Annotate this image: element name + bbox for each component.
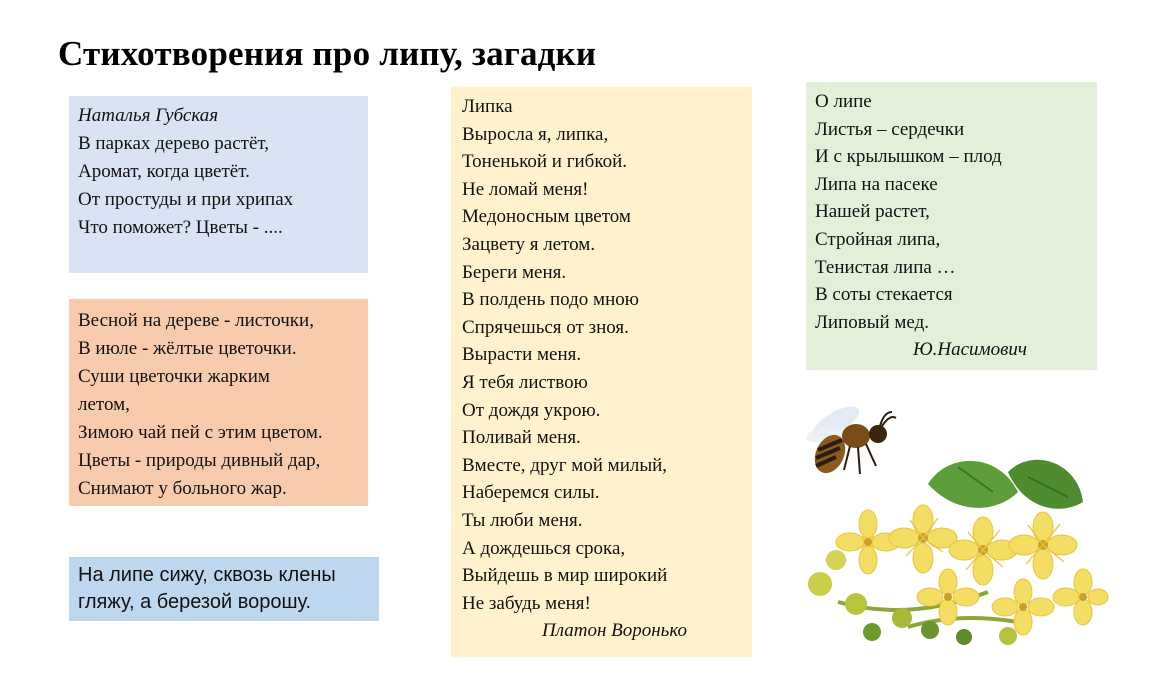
poem-line: От простуды и при хрипах [78, 189, 294, 210]
poem-line: Тоненькой и гибкой. [462, 151, 628, 173]
poem-line: А дождешься срока, [462, 537, 626, 559]
poem-title: Липка [462, 96, 513, 117]
riddle-line: Зимою чай пей с этим цветом. [78, 422, 323, 443]
poem-line: Наберемся силы. [462, 482, 600, 504]
riddle-line: Весной на дереве - листочки, [78, 310, 314, 331]
riddle-line: Суши цветочки жарким [78, 366, 270, 387]
riddle-card [69, 299, 368, 506]
poem-line: Липовый мед. [815, 311, 929, 333]
poem-line: Липа на пасеке [815, 173, 938, 195]
poem-line: Зацвету я летом. [462, 233, 596, 255]
poem-line: В парках дерево растёт, [78, 133, 270, 154]
poem-line: Вырасти меня. [462, 344, 582, 366]
poem-line: Тенистая липа … [815, 256, 956, 278]
poem-title: О липе [815, 91, 872, 112]
poem-line: И с крылышком – плод [815, 146, 1002, 168]
riddle-line: В июле - жёлтые цветочки. [78, 338, 297, 359]
riddle-line: На липе сижу, сквозь клены [78, 564, 336, 586]
poem-line: Не забудь меня! [462, 592, 591, 614]
poem-line: От дождя укрою. [462, 399, 601, 421]
poem-line: Спрячешься от зноя. [462, 316, 629, 338]
poem-line: Не ломай меня! [462, 178, 589, 200]
poem-line: Береги меня. [462, 261, 567, 283]
poem-card-olipe [806, 82, 1097, 370]
poem-line: В полдень подо мною [462, 289, 639, 311]
poem-line: Выросла я, липка, [462, 123, 609, 145]
poem-line: Я тебя листвою [462, 371, 588, 393]
poem-card-gubskaya [69, 96, 368, 273]
poem-card-lipka [451, 87, 752, 657]
poem-line: Аромат, когда цветёт. [78, 161, 250, 182]
linden-flowers-icon [808, 460, 1108, 645]
poem-line: Нашей растет, [815, 201, 930, 223]
riddle-line: Цветы - природы дивный дар, [78, 450, 321, 471]
page-title: Стихотворения про липу, загадки [58, 34, 597, 73]
poem-line: Ты люби меня. [462, 509, 583, 531]
poem-line: Медоносным цветом [462, 206, 631, 228]
poem-line: Поливай меня. [462, 427, 581, 449]
poem-line: В соты стекается [815, 284, 953, 306]
riddle-card-2 [69, 557, 379, 621]
poem-line: Стройная липа, [815, 228, 941, 250]
poem-line: Вместе, друг мой милый, [462, 454, 668, 476]
poem-line: Что поможет? Цветы - .... [78, 217, 283, 238]
linden-illustration [798, 392, 1110, 654]
poem-author: Платон Воронько [542, 620, 687, 642]
riddle-line: Снимают у больного жар. [78, 478, 287, 499]
bee-icon [805, 400, 896, 478]
poem-author: Ю.Насимович [913, 339, 1027, 361]
riddle-line: гляжу, а березой ворошу. [78, 591, 312, 613]
poem-line: Листья – сердечки [815, 118, 965, 140]
poem-line: Выйдешь в мир широкий [462, 565, 668, 587]
riddle-line: летом, [78, 394, 130, 415]
poem-author: Наталья Губская [78, 105, 219, 126]
